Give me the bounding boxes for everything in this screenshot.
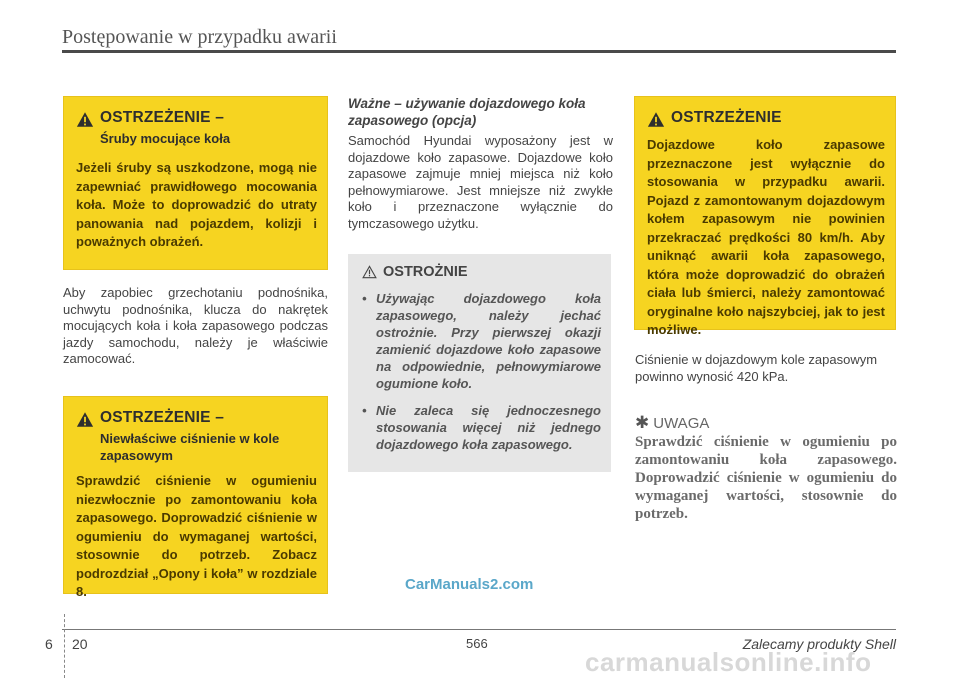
asterisk-icon: ✱ xyxy=(635,413,650,432)
page-header-title: Postępowanie w przypadku awarii xyxy=(62,26,337,48)
warning-body: Sprawdzić ciśnienie w ogumieniu niezwłocznie po zamontowaniu koła zapasowego. Doprowadzić ciśnienie w ogumieniu do wymaganej wartości, stosownie do potrzeb. Zobacz podrozdział „Opony i koła” w rozdziale 8. xyxy=(76,473,317,599)
right-paragraph: Ciśnienie w dojazdowym kole zapasowym powinno wynosić 420 kPa. xyxy=(635,352,878,384)
middle-paragraph: Samochód Hyundai wyposażony jest w dojazdowe koło zapasowe. Dojazdowe koło zapasowe zajmuje mniej miejsca niż koło pełnowymiarowe. Jest mniejsze niż zwykłe koło i przeznaczone wyłącznie do tymczasowego użytku. xyxy=(348,133,613,231)
warning-body: Jeżeli śruby są uszkodzone, mogą nie zapewniać prawidłowego mocowania koła. Może to doprowadzić do utraty panowania nad pojazdem, kolizji i poważnych obrażeń. xyxy=(76,160,317,249)
footer-rule xyxy=(62,629,896,630)
section-title-spare-wheel: Ważne – używanie dojazdowego koła zapasowego (opcja) xyxy=(348,96,586,128)
warning-triangle-icon xyxy=(76,411,94,428)
site-watermark: carmanualsonline.info xyxy=(585,647,872,677)
footer-divider xyxy=(64,614,65,678)
caution-list xyxy=(362,290,601,453)
warning-box-wheel-bolts xyxy=(63,96,328,270)
warning-title: OSTRZEŻENIE – xyxy=(100,109,225,126)
note-heading xyxy=(635,413,709,433)
warning-title: OSTRZEŻENIE – xyxy=(100,409,225,426)
caution-item: • Używając dojazdowego koła zapasowego, należy jechać ostrożnie. Przy pierwszej okazji zamienić dojazdowe koło zapasowe na odpowiednie, pełnowymiarowe ogumione koło. xyxy=(362,291,601,391)
header-rule xyxy=(62,50,896,53)
chapter-number: 6 xyxy=(45,636,53,652)
warning-box-spare-pressure xyxy=(63,396,328,599)
watermark-link[interactable]: CarManuals2.com xyxy=(405,576,534,593)
pdf-page-number: 566 xyxy=(466,636,488,651)
note-title: UWAGA xyxy=(653,414,710,432)
left-paragraph: Aby zapobiec grzechotaniu podnośnika, uchwytu podnośnika, klucza do nakrętek mocujących koła i koła zapasowego podczas jazdy samochodu, należy je właściwie zamocować. xyxy=(63,285,328,366)
warning-subtitle: Niewłaściwe ciśnienie w kole zapasowym xyxy=(100,431,280,463)
caution-triangle-icon xyxy=(362,265,377,279)
warning-title: OSTRZEŻENIE xyxy=(671,109,782,126)
warning-triangle-icon xyxy=(76,111,94,128)
warning-subtitle: Śruby mocujące koła xyxy=(100,131,231,146)
note-body: Sprawdzić ciśnienie w ogumieniu po zamontowaniu koła zapasowego. Doprowadzić ciśnienie w ogumieniu do wymaganej wartości, stosownie do potrzeb. xyxy=(635,434,897,522)
caution-item: • Nie zaleca się jednoczesnego stosowania więcej niż jednego dojazdowego koła zapasowego. xyxy=(362,403,601,452)
page-number: 20 xyxy=(72,636,88,652)
caution-title: OSTROŻNIE xyxy=(383,264,468,280)
warning-body: Dojazdowe koło zapasowe przeznaczone jest wyłącznie do stosowania w przypadku awarii. Pojazd z zamontowanym dojazdowym kołem zapasowym nie powinien przekraczać prędkości 80 km/h. Aby uniknąć awarii koła zapasowego, która może doprowadzić do obrażeń ciała lub śmierci, należy zamontować oryginalne koło najszybciej, jak to jest możliwe. xyxy=(647,137,885,337)
caution-box xyxy=(348,254,611,472)
warning-box-temporary-spare xyxy=(634,96,896,337)
warning-triangle-icon xyxy=(647,111,665,128)
footer-slogan: Zalecamy produkty Shell xyxy=(742,636,896,652)
